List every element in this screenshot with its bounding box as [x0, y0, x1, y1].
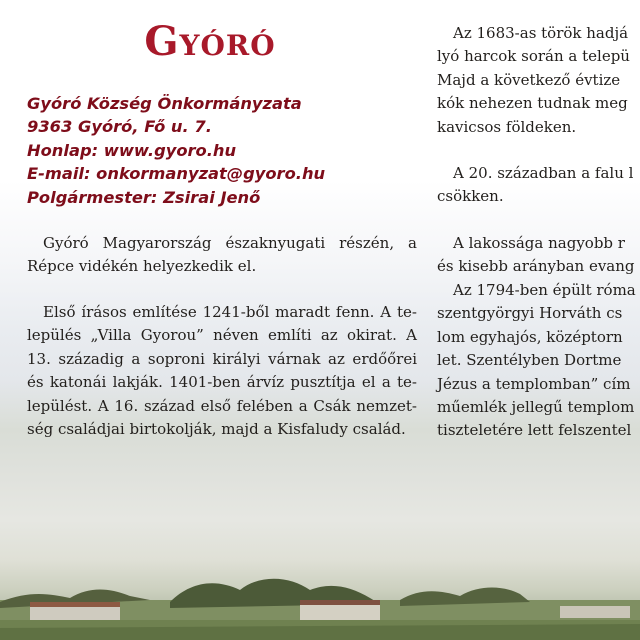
text-line: lom egyhajós, középtorn [437, 327, 623, 346]
text-line: let. Szentélyben Dortme [437, 351, 622, 370]
text-line: Első írásos említése 1241-ből maradt fenn. A te- [43, 303, 417, 321]
email-link[interactable]: E-mail: onkormanyzat@gyoro.hu [27, 164, 326, 184]
text-line: lepülés „Villa Gyorou” néven említi az okirat. A [27, 326, 417, 345]
text-line: szentgyörgyi Horváth cs [437, 304, 623, 323]
right-paragraph-3 [437, 232, 640, 279]
office-name: Gyóró Község Önkormányzata [27, 94, 302, 113]
text-line: Répce vidékén helyezkedik el. [27, 257, 257, 276]
text-line: tiszteletére lett felszentel [437, 421, 632, 440]
text-line: Az 1794-ben épült róma [453, 281, 636, 299]
website-link[interactable]: Honlap: www.gyoro.hu [27, 140, 237, 160]
text-line: és kisebb arányban evang [437, 257, 635, 276]
right-paragraph-4 [437, 279, 640, 443]
text-line: kók nehezen tudnak meg [437, 94, 628, 113]
text-line: lepülést. A 16. század első felében a Csák nemzet- [27, 396, 417, 415]
address: 9363 Gyóró, Fő u. 7. [27, 117, 212, 137]
text-line: Majd a következő évtize [437, 70, 621, 89]
text-line: kavicsos földeken. [437, 117, 577, 136]
text-line: A lakossága nagyobb r [453, 234, 625, 252]
mayor: Polgármester: Zsirai Jenő [27, 187, 261, 207]
text-line: lyó harcok során a telepü [437, 47, 630, 66]
text-line: Gyóró Magyarország északnyugati részén, a [43, 234, 417, 252]
text-line: Jézus a templomban” cím [437, 374, 631, 393]
text-line: A 20. században a falu l [453, 164, 634, 182]
text-line: 13. századig a soproni királyi várnak az erdőőrei [27, 349, 417, 368]
text-line: és katonái lakják. 1401-ben árvíz pusztítja el a te- [27, 373, 417, 392]
text-line: Az 1683-as török hadjá [453, 24, 629, 42]
text-line: ség családjai birtokolják, majd a Kisfaludy család. [27, 420, 406, 439]
text-line: műemlék jellegű templom [437, 398, 635, 417]
text-line: csökken. [437, 187, 504, 206]
right-paragraph-1 [437, 22, 640, 139]
page-title: Gyóró [144, 18, 276, 65]
right-paragraph-2 [437, 162, 640, 209]
